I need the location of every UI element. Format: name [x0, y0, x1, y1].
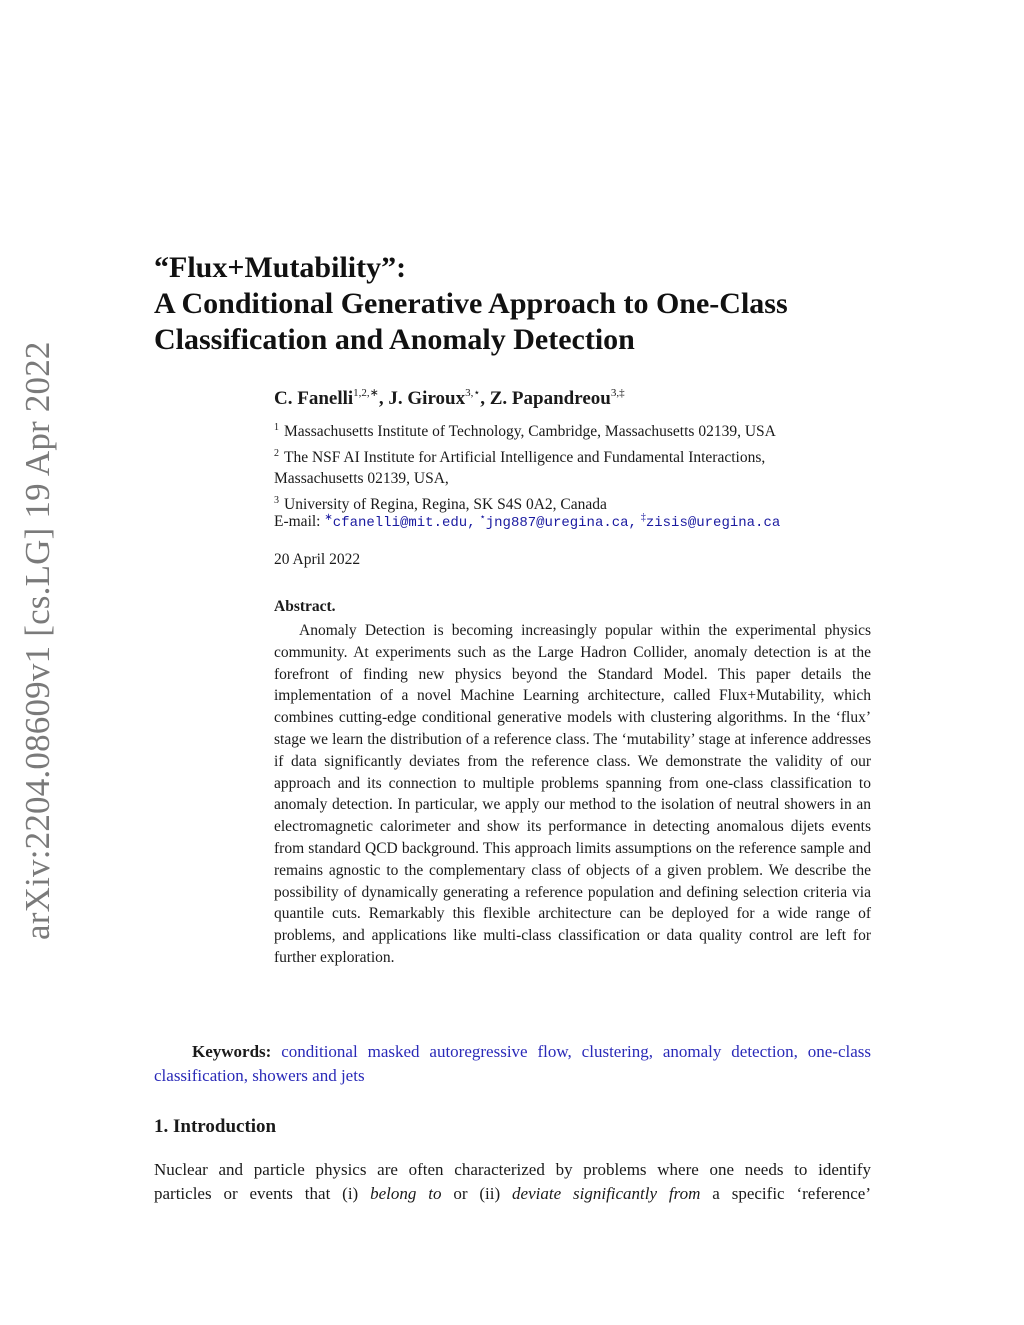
title-line: Classification and Anomaly Detection	[154, 323, 635, 356]
email-marker: ∗	[324, 512, 333, 523]
intro-line	[154, 1182, 871, 1206]
affil-number: 2	[274, 447, 279, 459]
intro-text: a specific ‘reference’	[700, 1184, 871, 1203]
affiliations	[274, 417, 874, 515]
affiliation-2	[274, 443, 874, 469]
email-line	[274, 512, 780, 531]
title-line: “Flux+Mutability”:	[154, 251, 407, 284]
abstract-text: Anomaly Detection is becoming increasingly popular within the experimental physics community. At experiments such as the Large Hadron Collider, anomaly detection is at the forefront of finding new physics beyond the Standard Model. This paper details the implementation of a novel Machine Learning architecture, called Flux+Mutability, which combines cutting-edge conditional generative models with clustering algorithms. In the ‘flux’ stage we learn the distribution of a reference class. The ‘mutability’ stage at inference addresses if data significantly deviates from the reference class. We demonstrate the validity of our approach and its connection to multiple problems spanning from one-class classification to anomaly detection. In particular, we apply our method to the isolation of neutral showers in an electromagnetic calorimeter and show its performance in detecting anomalous dijets events from standard QCD background. This approach limits assumptions on the reference sample and remains agnostic to the complementary class of objects of a given problem. We describe the possibility of dynamically generating a reference population and defining selection criteria via quantile cuts. Remarkably this flexible architecture can be deployed for a wide range of problems, and applications like multi-class classification or data quality control are left for further exploration.	[274, 622, 871, 966]
affil-text: University of Regina, Regina, SK S4S 0A2, Canada	[284, 495, 607, 513]
author-name: J. Giroux	[388, 388, 466, 409]
intro-text: or (ii)	[441, 1184, 513, 1203]
email-link-giroux[interactable]: jng887@uregina.ca,	[485, 515, 637, 531]
affil-number: 3	[274, 494, 279, 506]
section-heading-introduction: 1. Introduction	[154, 1116, 277, 1137]
email-label: E-mail:	[274, 513, 321, 530]
abstract-heading: Abstract.	[274, 598, 336, 615]
affil-text: Massachusetts Institute of Technology, Cambridge, Massachusetts 02139, USA	[284, 423, 776, 440]
author-list: C. Fanelli$^{1,2,∗}$, J. Giroux$^{3,⋆}$, Z. Papandreou$^{3,\ddagger}$	[274, 387, 625, 409]
author-name: Z. Papandreou	[489, 388, 611, 409]
author-affil-marker: 1,2,∗	[353, 387, 379, 399]
email-marker: ⋆	[479, 512, 486, 523]
introduction-text	[154, 1158, 871, 1206]
email-link-papandreou[interactable]: zisis@uregina.ca	[645, 515, 781, 531]
affiliation-2-cont: Massachusetts 02139, USA,	[274, 470, 449, 487]
keywords-list[interactable]: conditional masked autoregressive flow, clustering, anomaly detection, one-class classification, showers and jets	[154, 1042, 871, 1085]
intro-line: Nuclear and particle physics are often characterized by problems where one needs to identify	[154, 1160, 871, 1179]
keywords	[154, 1040, 871, 1088]
arxiv-stamp: arXiv:2204.08609v1 [cs.LG] 19 Apr 2022	[18, 341, 57, 940]
author-name: C. Fanelli	[274, 388, 354, 409]
affil-text: The NSF AI Institute for Artificial Intelligence and Fundamental Interactions,	[284, 448, 766, 466]
keywords-label: Keywords:	[192, 1042, 272, 1061]
author-affil-marker: 3,⋆	[465, 387, 481, 399]
intro-emphasis: belong to	[370, 1184, 442, 1203]
intro-emphasis: deviate significantly from	[512, 1184, 701, 1203]
email-marker: ‡	[640, 512, 646, 523]
email-link-fanelli[interactable]: cfanelli@mit.edu,	[332, 515, 476, 531]
affil-number: 1	[274, 422, 279, 433]
paper-title	[154, 250, 874, 358]
affiliation-1	[274, 417, 874, 443]
title-line: A Conditional Generative Approach to One-Class	[154, 287, 788, 320]
paper-date: 20 April 2022	[274, 551, 361, 568]
intro-text: particles or events that (i)	[154, 1184, 371, 1203]
author-affil-marker: 3,‡	[610, 387, 625, 399]
